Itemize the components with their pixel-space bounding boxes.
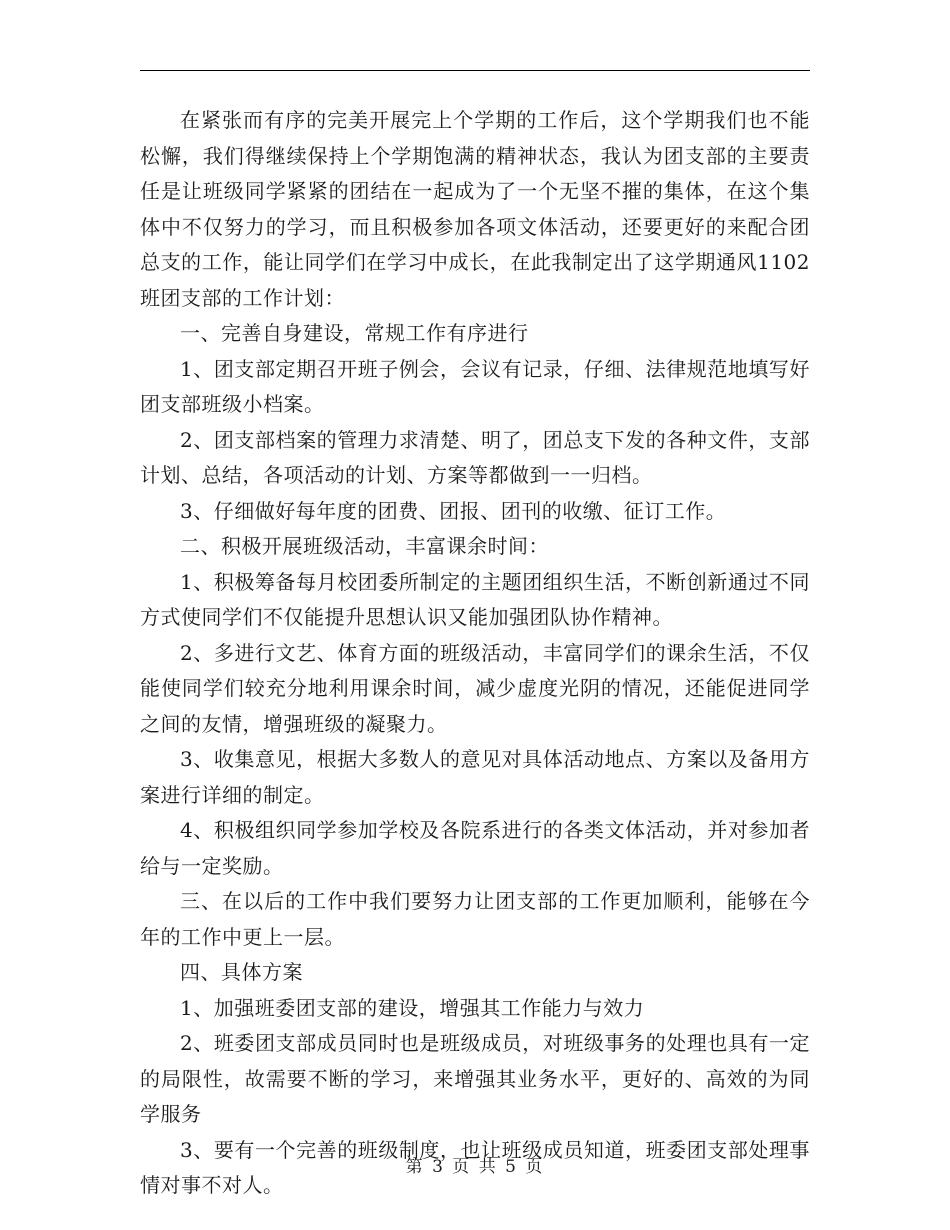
page-number-footer: 第 3 页 共 5 页 bbox=[405, 1157, 545, 1177]
section-heading-4: 四、具体方案 bbox=[180, 960, 303, 984]
list-item: 2、多进行文艺、体育方面的班级活动，丰富同学们的课余生活，不仅能使同学们较充分地利用课余时间，减少虚度光阴的情况，还能促进同学之间的友情，增强班级的凝聚力。 bbox=[140, 640, 810, 736]
section-heading-3: 三、在以后的工作中我们要努力让团支部的工作更加顺利，能够在今年的工作中更上一层。 bbox=[140, 889, 810, 949]
list-item: 3、收集意见，根据大多数人的意见对具体活动地点、方案以及备用方案进行详细的制定。 bbox=[140, 747, 810, 807]
paragraph-intro: 在紧张而有序的完美开展完上个学期的工作后，这个学期我们也不能松懈，我们得继续保持上个学期饱满的精神状态，我认为团支部的主要责任是让班级同学紧紧的团结在一起成为了一个无坚不摧的集体，在这个集体中不仅努力的学习，而且积极参加各项文体活动，还要更好的来配合团总支的工作，能让同学们在学习中成长，在此我制定出了这学期通风1102班团支部的工作计划： bbox=[140, 108, 810, 310]
list-item: 1、积极筹备每月校团委所制定的主题团组织生活，不断创新通过不同方式使同学们不仅能提升思想认识又能加强团队协作精神。 bbox=[140, 569, 810, 629]
list-item: 1、加强班委团支部的建设，增强其工作能力与效力 bbox=[180, 995, 645, 1020]
list-item: 2、团支部档案的管理力求清楚、明了，团总支下发的各种文件，支部计划、总结，各项活动的计划、方案等都做到一一归档。 bbox=[140, 427, 810, 487]
section-heading-2: 二、积极开展班级活动，丰富课余时间： bbox=[180, 534, 549, 558]
list-item: 1、团支部定期召开班子例会，会议有记录，仔细、法律规范地填写好团支部班级小档案。 bbox=[140, 356, 810, 416]
header-rule bbox=[140, 70, 810, 71]
list-item: 4、积极组织同学参加学校及各院系进行的各类文体活动，并对参加者给与一定奖励。 bbox=[140, 818, 810, 878]
list-item: 2、班委团支部成员同时也是班级成员，对班级事务的处理也具有一定的局限性，故需要不断的学习，来增强其业务水平，更好的、高效的为同学服务 bbox=[140, 1031, 810, 1126]
document-body bbox=[140, 103, 810, 1204]
section-heading-1: 一、完善自身建设，常规工作有序进行 bbox=[180, 321, 529, 345]
list-item: 3、仔细做好每年度的团费、团报、团刊的收缴、征订工作。 bbox=[180, 498, 727, 523]
list-item: 3、要有一个完善的班级制度，也让班级成员知道，班委团支部处理事情对事不对人。 bbox=[140, 1137, 810, 1197]
